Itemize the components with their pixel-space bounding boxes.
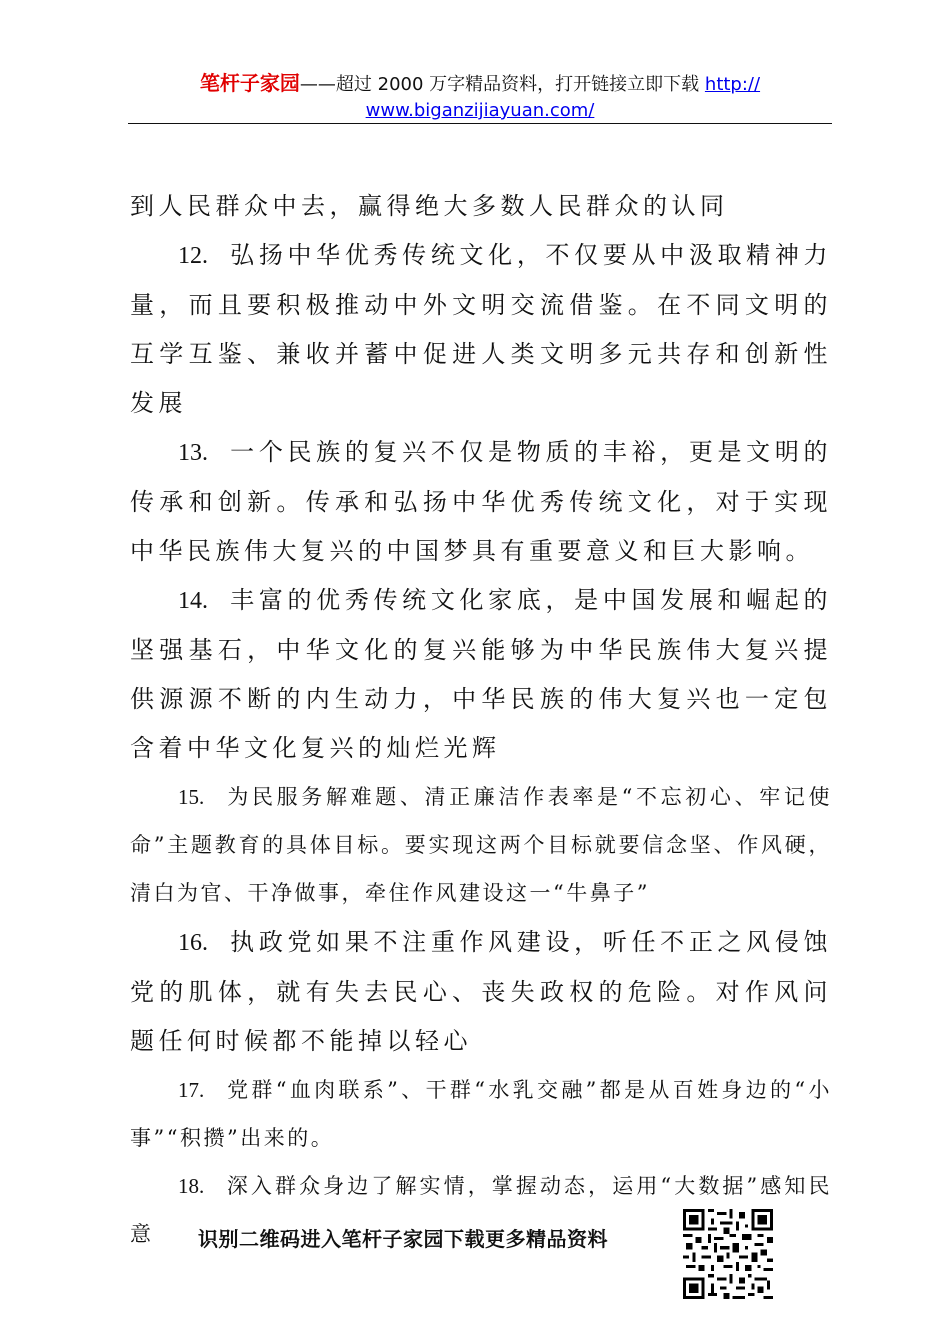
document-body	[130, 182, 832, 1258]
paragraph-15	[130, 773, 832, 917]
paragraph-14	[130, 576, 832, 773]
paragraph-continued	[130, 182, 832, 231]
paragraph-16	[130, 918, 832, 1066]
header-tagline: ——超过 2000 万字精品资料，打开链接立即下载	[299, 74, 705, 95]
paragraph-number: 14.	[178, 588, 208, 614]
paragraph-number: 12.	[178, 243, 208, 269]
paragraph-17	[130, 1066, 832, 1162]
download-link-part2[interactable]: www.biganzijiayuan.com/	[365, 100, 595, 121]
paragraph-text: 执政党如果不注重作风建设，听任不正之风侵蚀党的肌体，就有失去民心、丧失政权的危险。对作风问题任何时候都不能掉以轻心	[130, 928, 832, 1055]
brand-name: 笔杆子家园	[199, 71, 300, 95]
paragraph-number: 16.	[178, 930, 208, 956]
paragraph-text: 党群“血肉联系”、干群“水乳交融”都是从百姓身边的“小事”“积攒”出来的。	[130, 1078, 832, 1150]
paragraph-number: 15.	[178, 785, 205, 809]
paragraph-text: 深入群众身边了解实情，掌握动态，运用“大数据”感知民意	[130, 1174, 832, 1246]
paragraph-text: 到人民群众中去，赢得绝大多数人民群众的认同	[130, 192, 729, 220]
download-link-part1[interactable]: http://	[704, 74, 761, 95]
paragraph-text: 为民服务解难题、清正廉洁作表率是“不忘初心、牢记使命”主题教育的具体目标。要实现这两个目标就要信念坚、作风硬，清白为官、干净做事，牵住作风建设这一“牛鼻子”	[130, 785, 832, 905]
footer-caption: 识别二维码进入笔杆子家园下载更多精品资料	[198, 1227, 608, 1251]
paragraph-number: 13.	[178, 440, 208, 466]
paragraph-13	[130, 428, 832, 576]
paragraph-text: 丰富的优秀传统文化家底，是中国发展和崛起的坚强基石，中华文化的复兴能够为中华民族伟大复兴提供源源不断的内生动力，中华民族的伟大复兴也一定包含着中华文化复兴的灿烂光辉	[130, 586, 832, 762]
page-header	[128, 70, 832, 124]
paragraph-number: 18.	[178, 1174, 205, 1198]
paragraph-text: 弘扬中华优秀传统文化，不仅要从中汲取精神力量，而且要积极推动中外文明交流借鉴。在不同文明的互学互鉴、兼收并蓄中促进人类文明多元共存和创新性发展	[130, 241, 832, 417]
paragraph-12	[130, 231, 832, 428]
header-divider	[128, 123, 832, 124]
paragraph-number: 17.	[178, 1078, 205, 1102]
paragraph-text: 一个民族的复兴不仅是物质的丰裕，更是文明的传承和创新。传承和弘扬中华优秀传统文化，对于实现中华民族伟大复兴的中国梦具有重要意义和巨大影响。	[130, 438, 832, 565]
qr-code-icon[interactable]	[683, 1209, 773, 1299]
